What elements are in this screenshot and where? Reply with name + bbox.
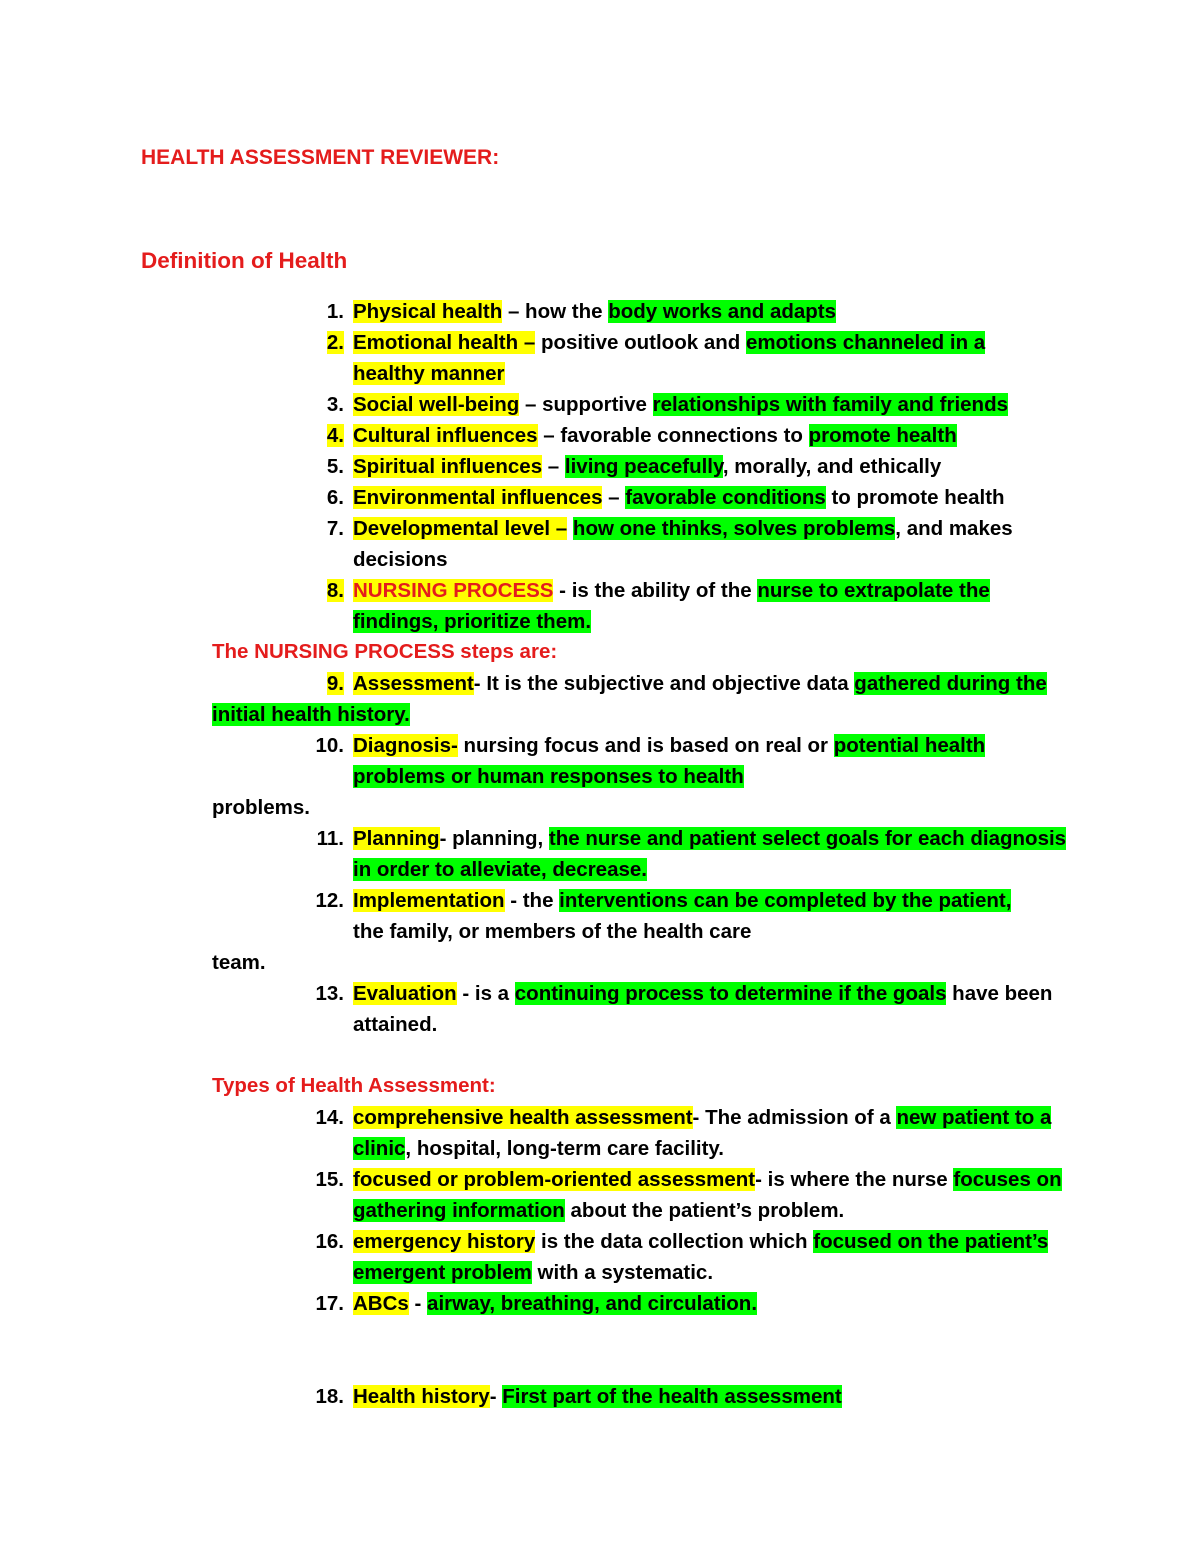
list-item-continuation: the family, or members of the health care [353, 920, 752, 943]
list-number: 5. [326, 455, 344, 478]
list-number: 13. [315, 982, 344, 1005]
list-item: Planning- planning, the nurse and patient select goals for each diagnosis [353, 827, 1067, 850]
list-item: Evaluation - is a continuing process to determine if the goals have been [353, 982, 1053, 1005]
document-title: HEALTH ASSESSMENT REVIEWER: [141, 146, 500, 169]
list-item: Implementation - the interventions can be completed by the patient, [353, 889, 1012, 912]
list-number: 14. [315, 1106, 344, 1129]
list-item: Physical health – how the body works and adapts [353, 300, 837, 323]
list-item-continuation: team. [212, 951, 266, 974]
list-item: NURSING PROCESS - is the ability of the nurse to extrapolate the [353, 579, 990, 602]
list-item: emergency history is the data collection which focused on the patient’s [353, 1230, 1049, 1253]
list-number: 4. [326, 424, 344, 447]
list-number: 17. [315, 1292, 344, 1315]
list-number: 10. [315, 734, 344, 757]
list-item: Health history- First part of the health assessment [353, 1385, 842, 1408]
list-item-continuation: decisions [353, 548, 448, 571]
list-item: ABCs - airway, breathing, and circulation. [353, 1292, 758, 1315]
list-item: comprehensive health assessment- The admission of a new patient to a [353, 1106, 1052, 1129]
list-item-continuation: attained. [353, 1013, 438, 1036]
list-item-continuation: healthy manner [353, 362, 505, 385]
list-number: 12. [315, 889, 344, 912]
list-number: 16. [315, 1230, 344, 1253]
list-item: Cultural influences – favorable connections to promote health [353, 424, 957, 447]
list-number: 3. [326, 393, 344, 416]
list-item: Developmental level – how one thinks, solves problems, and makes [353, 517, 1013, 540]
list-number: 15. [315, 1168, 344, 1191]
list-number: 6. [326, 486, 344, 509]
list-item: Diagnosis- nursing focus and is based on real or potential health [353, 734, 986, 757]
list-number: 8. [326, 579, 344, 602]
list-item: Environmental influences – favorable conditions to promote health [353, 486, 1005, 509]
list-item-continuation: findings, prioritize them. [353, 610, 592, 633]
nursing-process-heading: The NURSING PROCESS steps are: [212, 640, 558, 663]
list-item: focused or problem-oriented assessment- is where the nurse focuses on [353, 1168, 1062, 1191]
list-number: 1. [326, 300, 344, 323]
list-number: 11. [316, 827, 344, 850]
list-item: Assessment- It is the subjective and objective data gathered during the [353, 672, 1047, 695]
list-number: 7. [326, 517, 344, 540]
section-heading: Definition of Health [141, 248, 348, 273]
list-number: 9. [326, 672, 344, 695]
list-item-continuation: in order to alleviate, decrease. [353, 858, 647, 881]
list-item-continuation: gathering information about the patient’s problem. [353, 1199, 845, 1222]
list-item: Social well-being – supportive relationships with family and friends [353, 393, 1008, 416]
list-item-continuation: problems or human responses to health [353, 765, 744, 788]
list-item-continuation: initial health history. [212, 703, 410, 726]
list-number: 18. [315, 1385, 344, 1408]
list-item: Spiritual influences – living peacefully, morally, and ethically [353, 455, 942, 478]
types-heading: Types of Health Assessment: [212, 1074, 496, 1097]
list-number: 2. [326, 331, 344, 354]
list-item-continuation: clinic, hospital, long-term care facility. [353, 1137, 725, 1160]
list-item-continuation: problems. [212, 796, 310, 819]
list-item: Emotional health – positive outlook and emotions channeled in a [353, 331, 986, 354]
list-item-continuation: emergent problem with a systematic. [353, 1261, 714, 1284]
